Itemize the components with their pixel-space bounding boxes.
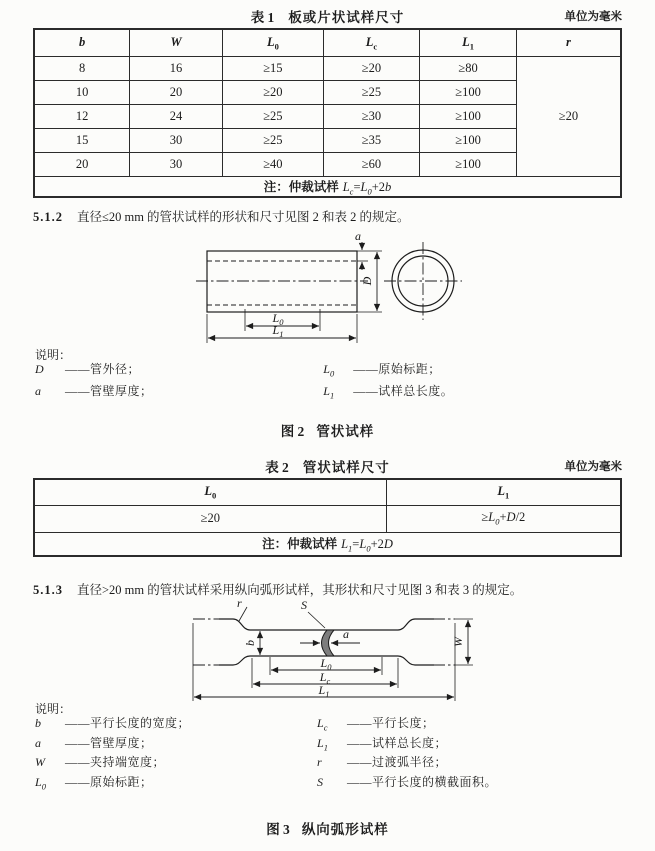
table1-header-Lc: $L_c$ [323, 29, 419, 56]
table-cell: 20 [34, 152, 130, 176]
dim-label-r: r [237, 597, 242, 610]
table2 [33, 478, 622, 557]
figure3-legend [35, 714, 624, 792]
section-number: 5.1.3 [33, 583, 63, 597]
dim-label-L1: $L_1$ [272, 323, 284, 339]
figure2-caption: 图 2 管状试样 [280, 424, 375, 439]
dim-label-a: a [343, 627, 349, 641]
table-cell: 30 [130, 128, 223, 152]
table2-row [34, 505, 621, 532]
legend-item: D ——管外径； [35, 362, 141, 376]
section-number: 5.1.2 [33, 210, 63, 224]
table-cell: 16 [130, 56, 223, 80]
leader-line-S [308, 612, 325, 628]
section-5-1-3 [33, 580, 622, 598]
legend-item: a ——管壁厚度； [35, 735, 153, 750]
figure2-legend-heading: 说明： [35, 348, 72, 362]
section-text: 直径≤20 mm 的管状试样的形状和尺寸见图 2 和表 2 的规定。 [77, 210, 410, 224]
table-cell: ≥60 [323, 152, 419, 176]
table-cell: 20 [130, 80, 223, 104]
table2-unit-note: 单位为毫米 [564, 461, 622, 473]
dim-label-L1: $L_1$ [318, 683, 330, 699]
table1-row [34, 56, 621, 80]
figure3-arc-specimen-drawing [120, 597, 580, 709]
table2-note: 注：仲裁试样 $L_1=L_0+2D$ [34, 532, 621, 556]
figure2-tube-drawing [150, 230, 570, 348]
table-cell: 10 [34, 80, 130, 104]
legend-item: W ——夹持端宽度； [35, 755, 166, 769]
table2-title-row [0, 456, 655, 477]
table1-header-W: W [130, 29, 223, 56]
figure3-caption: 图 3 纵向弧形试样 [266, 822, 389, 837]
table1-header-row [34, 29, 621, 56]
dim-label-b: b [243, 640, 257, 646]
legend-item: $L_0$ ——原始标距； [323, 362, 441, 379]
table-cell: $\ge L_0+D/2$ [386, 505, 621, 532]
tube-outline [207, 251, 357, 312]
figure2-legend [35, 360, 624, 404]
dim-label-S: S [301, 598, 307, 612]
legend-item: $L_0$ ——原始标距； [35, 774, 153, 791]
table-cell: ≥20 [323, 56, 419, 80]
table2-header-L1: $L_1$ [386, 479, 621, 505]
table1-note: 注：仲裁试样 $L_c=L_0+2b$ [34, 176, 621, 197]
table-cell: ≥25 [222, 104, 323, 128]
table2-note-row [34, 532, 621, 556]
table-cell: 12 [34, 104, 130, 128]
table2-label: 表 2 [265, 460, 289, 475]
legend-item: S ——平行长度的横截面积。 [317, 774, 498, 789]
table-cell: 24 [130, 104, 223, 128]
table1-note-row [34, 176, 621, 197]
table-cell: ≥80 [420, 56, 517, 80]
table-cell: ≥30 [323, 104, 419, 128]
legend-item: r ——过渡弧半径； [317, 755, 448, 769]
table-cell: ≥100 [420, 152, 517, 176]
table2-title: 管状试样尺寸 [302, 460, 390, 475]
dim-label-a: a [355, 230, 361, 243]
table-cell: ≥15 [222, 56, 323, 80]
legend-item: $L_1$ ——试样总长度。 [323, 384, 454, 401]
table-cell: ≥40 [222, 152, 323, 176]
table-cell: ≥20 [34, 505, 386, 532]
legend-item: $L_1$ ——试样总长度； [317, 735, 448, 752]
table-cell: 8 [34, 56, 130, 80]
table1-header-L0: $L_0$ [222, 29, 323, 56]
table-cell: ≥35 [323, 128, 419, 152]
table-cell: ≥100 [420, 80, 517, 104]
table1-unit-note: 单位为毫米 [564, 11, 622, 23]
table1-r-span-cell: ≥20 [516, 56, 621, 176]
legend-item: $L_c$ ——平行长度； [317, 716, 435, 733]
table-cell: ≥100 [420, 104, 517, 128]
section-text: 直径>20 mm 的管状试样采用纵向弧形试样，其形状和尺寸见图 3 和表 3 的规定。 [77, 583, 523, 597]
dim-label-D: D [360, 276, 374, 286]
table-cell: ≥100 [420, 128, 517, 152]
legend-item: b ——平行长度的宽度； [35, 716, 191, 730]
table-cell: ≥25 [222, 128, 323, 152]
dim-label-L0: $L_0$ [320, 656, 332, 672]
table1 [33, 28, 622, 198]
table-cell: ≥20 [222, 80, 323, 104]
table1-label: 表 1 [250, 10, 275, 25]
legend-item: a ——管壁厚度； [35, 384, 153, 398]
table-cell: ≥25 [323, 80, 419, 104]
table1-header-b: b [34, 29, 130, 56]
table2-header-row [34, 479, 621, 505]
specimen-top-edge [219, 619, 434, 630]
table1-header-L1: $L_1$ [420, 29, 517, 56]
table2-header-L0: $L_0$ [34, 479, 386, 505]
dim-label-Lc: $L_c$ [319, 670, 331, 686]
figure3-legend-heading: 说明： [35, 702, 72, 716]
table1-title-row [0, 6, 655, 27]
table1-header-r: r [516, 29, 621, 56]
section-5-1-2 [33, 207, 622, 225]
dim-label-W: W [451, 637, 465, 647]
table1-title: 板或片状试样尺寸 [288, 10, 405, 25]
table-cell: 30 [130, 152, 223, 176]
table-cell: 15 [34, 128, 130, 152]
dim-label-L0: $L_0$ [272, 311, 284, 327]
